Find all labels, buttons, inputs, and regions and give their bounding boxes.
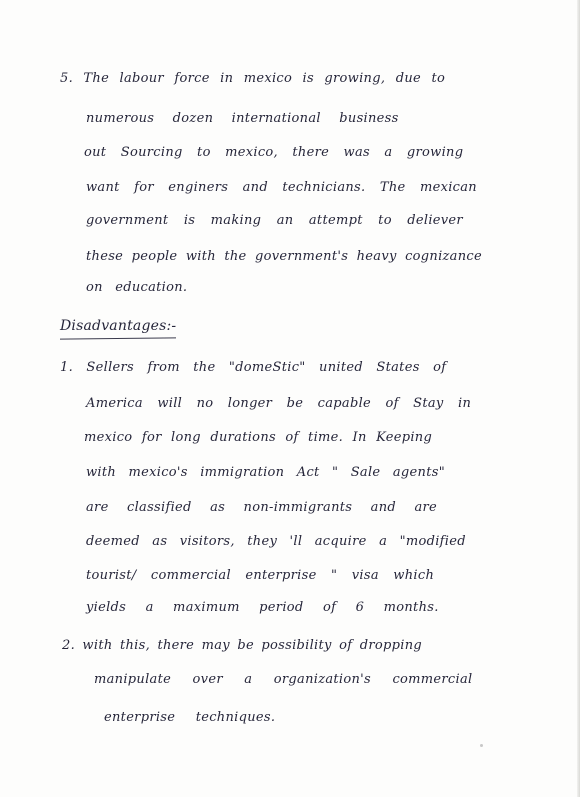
text-line-3: out Sourcing to mexico, there was a growing [84,145,464,160]
heading-underline [60,337,176,339]
text-line-19: enterprise techniques. [104,710,276,725]
text-line-18: manipulate over a organization's commercial [94,672,473,687]
disadvantages-heading: Disadvantages:- [60,318,177,334]
text-line-16: yields a maximum period of 6 months. [86,600,439,615]
text-line-11: mexico for long durations of time. In Keeping [84,430,433,445]
text-line-6: these people with the government's heavy cognizance [86,249,482,264]
text-line-5: government is making an attempt to deliever [86,213,463,228]
text-line-1: 5. The labour force in mexico is growing, due to [60,71,446,86]
text-line-2: numerous dozen international business [86,111,399,126]
paper-speck [480,744,483,747]
text-line-4: want for enginers and technicians. The mexican [86,180,477,195]
text-line-10: America will no longer be capable of Stay in [86,396,472,411]
text-line-17: 2. with this, there may be possibility of dropping [62,638,423,653]
text-line-15: tourist/ commercial enterprise " visa which [86,568,435,583]
text-line-13: are classified as non-immigrants and are [86,500,438,515]
text-line-7: on education. [86,280,188,295]
text-line-12: with mexico's immigration Act " Sale agents" [86,465,445,480]
text-line-9: 1. Sellers from the "domeStic" united States of [60,360,447,375]
text-line-14: deemed as visitors, they 'll acquire a "modified [86,534,466,549]
